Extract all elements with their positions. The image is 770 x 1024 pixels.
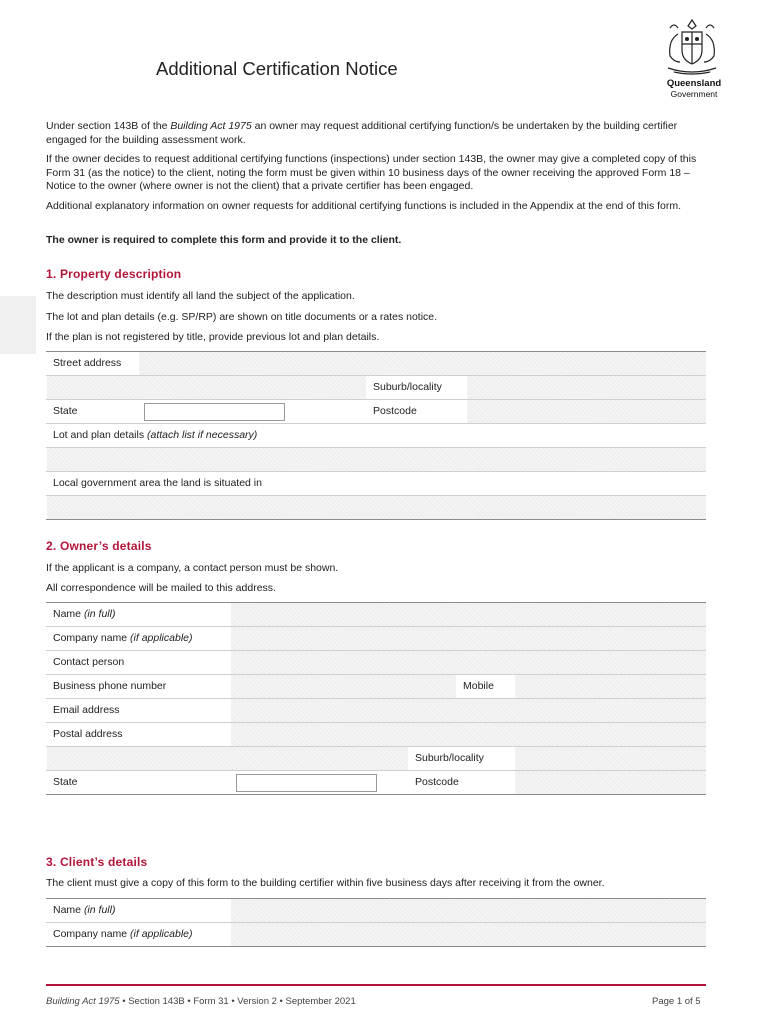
client-company-field[interactable]: [230, 923, 706, 946]
logo-name: Queensland: [666, 78, 722, 89]
owner-postcode-label: Postcode: [415, 776, 459, 788]
client-name-label-hint: (in full): [83, 904, 116, 916]
property-description-form: [46, 351, 706, 520]
owner-mobile-label: Mobile: [463, 680, 494, 692]
owner-phone-field[interactable]: [230, 675, 456, 698]
client-name-label-text: Name: [53, 904, 84, 916]
owner-suburb-label: Suburb/locality: [415, 752, 484, 764]
owner-suburb-row: [46, 747, 706, 771]
lga-field-row: [46, 496, 706, 519]
side-tab-shade: [0, 296, 36, 354]
owner-name-field[interactable]: [230, 603, 706, 626]
owner-postcode-field[interactable]: [514, 771, 706, 794]
owner-state-label: State: [53, 776, 78, 788]
section-2-note-1: If the applicant is a company, a contact person must be shown.: [46, 562, 339, 574]
owner-name-row: [46, 603, 706, 627]
owner-email-field[interactable]: [230, 699, 706, 722]
owner-state-field[interactable]: [236, 774, 377, 792]
street-address-field-line-2[interactable]: [46, 376, 366, 399]
owner-postal-field-line-2[interactable]: [46, 747, 408, 770]
owner-phone-row: [46, 675, 706, 699]
owner-postal-label: Postal address: [53, 728, 123, 740]
owner-contact-label: Contact person: [53, 656, 125, 668]
client-name-row: [46, 899, 706, 923]
logo-subtitle: Government: [670, 89, 718, 97]
lga-label: Local government area the land is situated in: [53, 477, 262, 489]
intro-paragraph-3: Additional explanatory information on owner requests for additional certifying functions is included in the Appendix at the end of this form.: [46, 200, 682, 212]
owner-contact-field[interactable]: [230, 651, 706, 674]
page-title: Additional Certification Notice: [156, 58, 398, 79]
owner-email-row: [46, 699, 706, 723]
owner-company-label-hint: (if applicable): [130, 632, 193, 644]
section-3-note-1: The client must give a copy of this form to the building certifier within five business days after receiving it from the owner.: [46, 877, 605, 889]
intro-paragraph-2: If the owner decides to request additional certifying functions (inspections) under section 143B, the owner may give a completed copy of this Form 31 (as the notice) to the client, noting the form must be given within 10 business days of the owner receiving the approved Form 18 – Notice to the owner (where owner is not the client) that a private certifier has been engaged.: [46, 153, 697, 192]
section-3-heading: 3. Client’s details: [46, 855, 148, 869]
section-1-heading: 1. Property description: [46, 267, 182, 281]
owner-company-row: [46, 627, 706, 651]
section-1-note-2: The lot and plan details (e.g. SP/RP) are shown on title documents or a rates notice.: [46, 311, 438, 323]
street-address-label: Street address: [53, 357, 122, 369]
state-label: State: [53, 405, 78, 417]
owner-contact-row: [46, 651, 706, 675]
lga-field[interactable]: [46, 496, 706, 519]
footer-details: • Section 143B • Form 31 • Version 2 • September 2021: [119, 996, 356, 1007]
section-1-note-3: If the plan is not registered by title, provide previous lot and plan details.: [46, 331, 380, 343]
owner-postal-row: [46, 723, 706, 747]
lot-plan-field[interactable]: [46, 448, 706, 471]
lga-label-row: [46, 472, 706, 496]
owner-email-label: Email address: [53, 704, 120, 716]
owner-mobile-field[interactable]: [514, 675, 706, 698]
client-company-label-hint: (if applicable): [130, 928, 193, 940]
owner-company-label: [46, 627, 230, 650]
client-company-label: [46, 923, 230, 946]
intro-paragraph-1: [46, 120, 710, 147]
client-name-field[interactable]: [230, 899, 706, 922]
intro-p1-end: an owner may request additional certifying function/s be undertaken by the building certifier engaged for the building assessment work.: [46, 120, 678, 146]
intro-p1-start: Under section 143B of the: [46, 120, 171, 132]
street-address-field[interactable]: [138, 352, 706, 375]
lot-plan-label-hint: (attach list if necessary): [147, 429, 258, 441]
owner-company-field[interactable]: [230, 627, 706, 650]
postcode-label: Postcode: [373, 405, 417, 417]
suburb-row: [46, 376, 706, 400]
footer-rule: [46, 984, 706, 986]
client-company-row: [46, 923, 706, 946]
owner-postal-field[interactable]: [230, 723, 706, 746]
postcode-field[interactable]: [466, 400, 706, 423]
owner-company-label-text: Company name: [53, 632, 131, 644]
page-number: Page 1 of 5: [652, 996, 701, 1007]
lot-plan-label-row: [46, 424, 706, 448]
section-2-heading: 2. Owner’s details: [46, 539, 152, 553]
client-details-form: [46, 898, 706, 947]
owner-suburb-field[interactable]: [514, 747, 706, 770]
owner-details-form: [46, 602, 706, 795]
footer-citation: [46, 996, 356, 1007]
owner-name-label-hint: (in full): [83, 608, 116, 620]
state-field[interactable]: [144, 403, 285, 421]
suburb-label: Suburb/locality: [373, 381, 442, 393]
suburb-field[interactable]: [466, 376, 706, 399]
lot-plan-label: [46, 424, 706, 447]
footer-act: Building Act 1975: [46, 996, 120, 1007]
section-1-note-1: The description must identify all land the subject of the application.: [46, 290, 355, 302]
owner-name-label: [46, 603, 230, 626]
section-2-note-2: All correspondence will be mailed to this address.: [46, 582, 276, 594]
owner-state-row: [46, 771, 706, 794]
client-name-label: [46, 899, 230, 922]
owner-name-label-text: Name: [53, 608, 84, 620]
lot-plan-field-row: [46, 448, 706, 472]
lot-plan-label-text: Lot and plan details: [53, 429, 147, 441]
state-postcode-row: [46, 400, 706, 424]
owner-phone-label: Business phone number: [53, 680, 167, 692]
street-address-row: [46, 352, 706, 376]
intro-p1-act: Building Act 1975: [170, 120, 252, 132]
client-company-label-text: Company name: [53, 928, 131, 940]
intro-paragraph-4: The owner is required to complete this form and provide it to the client.: [46, 234, 402, 246]
